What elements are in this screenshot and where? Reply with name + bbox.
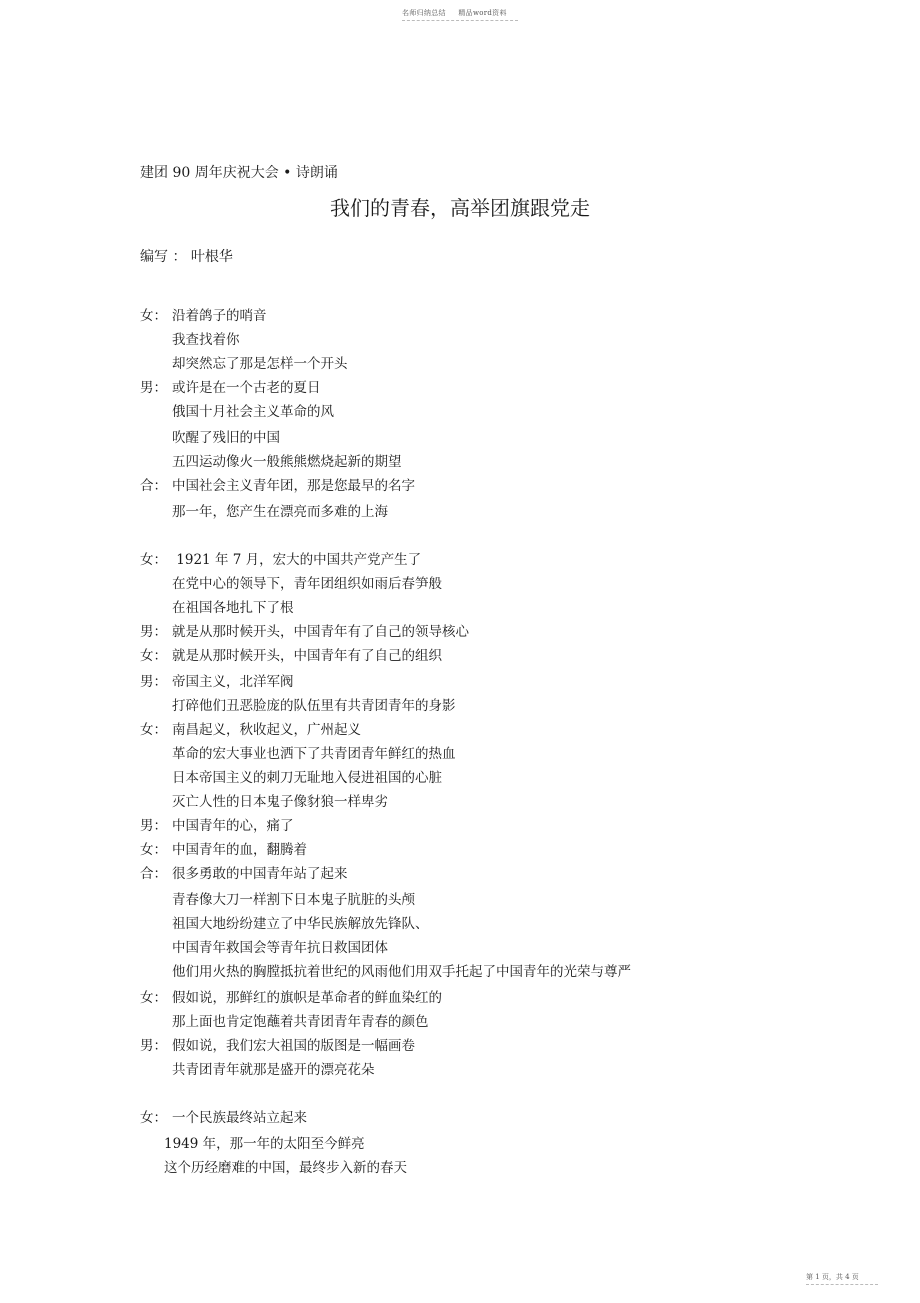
poem-line [140,1132,365,1152]
page-header [402,8,517,18]
poem-line [140,352,348,372]
poem-line [140,862,348,882]
speaker-label: 合： [140,478,167,494]
line-text: 那上面也肯定饱蘸着共青团青年青春的颜色 [172,1014,429,1030]
poem-line [140,572,442,592]
line-text: 中国青年的血，翻腾着 [172,842,307,858]
speaker-label: 女： [140,842,167,858]
poem-line [140,426,280,446]
poem-line [140,888,415,908]
footer-divider [806,1284,878,1285]
poem-line [140,400,334,420]
poem-line [140,1106,307,1126]
poem-line [140,596,294,616]
poem-line [140,694,456,714]
line-text: 灭亡人性的日本鬼子像豺狼一样卑劣 [172,794,388,810]
poem-line [140,960,631,980]
poem-line [140,304,267,324]
poem-line [140,1058,375,1078]
line-text: 很多勇敢的中国青年站了起来 [172,866,348,882]
speaker-label: 男： [140,1038,167,1054]
poem-line [140,742,456,762]
speaker-label: 男： [140,674,167,690]
line-text: 那一年，您产生在漂亮而多难的上海 [172,504,388,520]
speaker-label: 男： [140,624,167,640]
poem-line [140,620,469,640]
line-text: 在党中心的领导下，青年团组织如雨后春笋般 [172,576,442,592]
poem-line [140,718,361,738]
line-text: 在祖国各地扎下了根 [172,600,294,616]
speaker-label: 男： [140,818,167,834]
line-text: 南昌起义，秋收起义，广州起义 [172,722,361,738]
poem-line [140,1010,429,1030]
speaker-label: 女： [140,990,167,1006]
line-text: 或许是在一个古老的夏日 [172,380,321,396]
poem-line [140,1034,415,1054]
line-text: 假如说，那鲜红的旗帜是革命者的鲜血染红的 [172,990,442,1006]
line-text: 我查找着你 [172,332,240,348]
line-text: 这个历经磨难的中国，最终步入新的春天 [164,1160,407,1176]
line-text: 就是从那时候开头，中国青年有了自己的领导核心 [172,624,469,640]
poem-line [140,912,429,932]
poem-line [140,500,388,520]
line-text: 中国青年救国会等青年抗日救国团体 [172,940,388,956]
speaker-label: 男： [140,380,167,396]
line-text: 假如说，我们宏大祖国的版图是一幅画卷 [172,1038,415,1054]
page-number: 第 1 页，共 4 页 [806,1273,859,1281]
poem-line [140,474,415,494]
poem-line [140,644,442,664]
line-text: 就是从那时候开头，中国青年有了自己的组织 [172,648,442,664]
poem-line [140,814,294,834]
poem-line [140,548,421,568]
poem-line [140,670,294,690]
line-text: 祖国大地纷纷建立了中华民族解放先锋队、 [172,916,429,932]
line-text: 却突然忘了那是怎样一个开头 [172,356,348,372]
line-text: 吹醒了残旧的中国 [172,430,280,446]
header-divider [402,20,518,21]
line-text: 1949 年，那一年的太阳至今鲜亮 [164,1136,365,1152]
line-text: 1921 年 7 月，宏大的中国共产党产生了 [172,552,422,568]
poem-line [140,936,388,956]
line-text: 打碎他们丑恶脸庞的队伍里有共青团青年的身影 [172,698,456,714]
poem-line [140,986,442,1006]
line-text: 帝国主义，北洋军阀 [172,674,294,690]
poem-line [140,328,240,348]
poem-line [140,790,388,810]
speaker-label: 女： [140,1110,167,1126]
speaker-label: 合： [140,866,167,882]
line-text: 共青团青年就那是盛开的漂亮花朵 [172,1062,375,1078]
poem-line [140,450,402,470]
document-author: 编写 ： 叶根华 [140,249,233,265]
line-text: 俄国十月社会主义革命的风 [172,404,334,420]
header-right-text: 精品word资料 [458,9,507,17]
line-text: 他们用火热的胸膛抵抗着世纪的风雨他们用双手托起了中国青年的光荣与尊严 [172,964,631,980]
poem-line [140,376,321,396]
line-text: 日本帝国主义的刺刀无耻地入侵进祖国的心脏 [172,770,442,786]
document-subtitle: 建团 90 周年庆祝大会 • 诗朗诵 [140,165,338,181]
speaker-label: 女： [140,552,167,568]
line-text: 中国青年的心，痛了 [172,818,294,834]
poem-line [140,838,307,858]
line-text: 一个民族最终站立起来 [172,1110,307,1126]
speaker-label: 女： [140,308,167,324]
line-text: 五四运动像火一般熊熊燃烧起新的期望 [172,454,402,470]
poem-line [140,766,442,786]
line-text: 沿着鸽子的哨音 [172,308,267,324]
line-text: 中国社会主义青年团，那是您最早的名字 [172,478,415,494]
poem-line [140,1156,407,1176]
line-text: 青春像大刀一样割下日本鬼子肮脏的头颅 [172,892,415,908]
speaker-label: 女： [140,722,167,738]
line-text: 革命的宏大事业也洒下了共青团青年鲜红的热血 [172,746,456,762]
header-left-text: 名师归纳总结 [402,9,446,17]
speaker-label: 女： [140,648,167,664]
document-title: 我们的青春，高举团旗跟党走 [330,196,590,220]
